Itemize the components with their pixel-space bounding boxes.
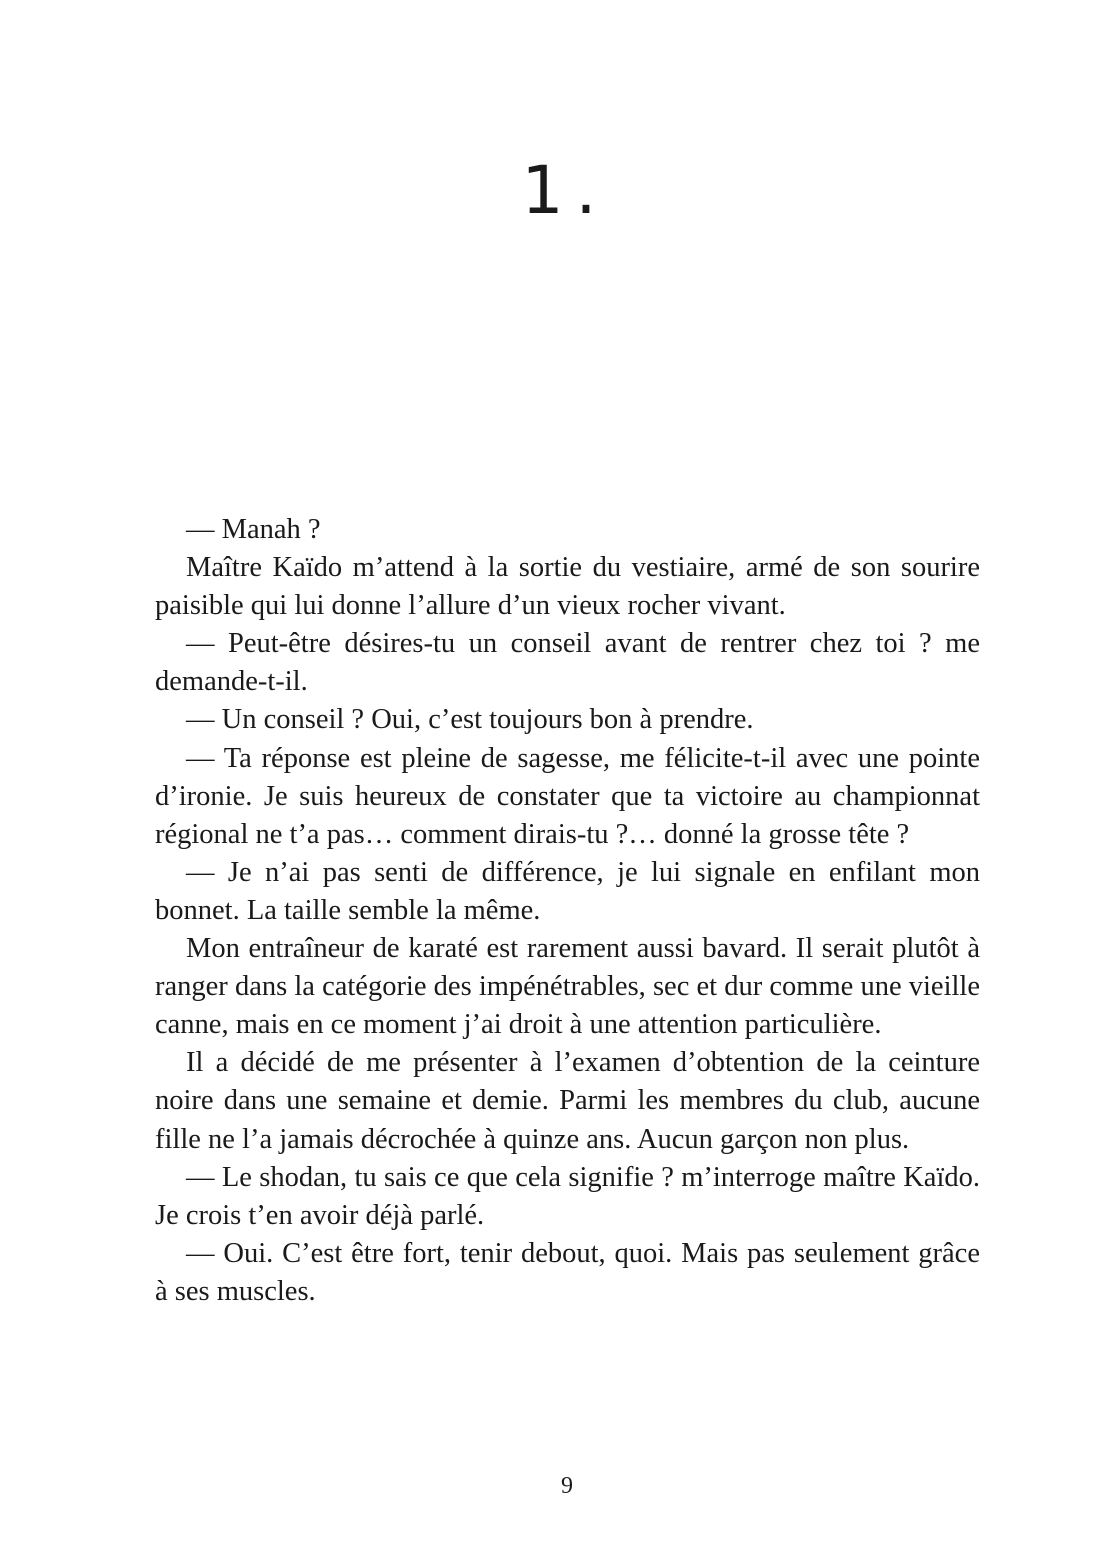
- paragraph: — Le shodan, tu sais ce que cela signifie ? m’interroge maître Kaïdo. Je crois t’en avoir déjà parlé.: [155, 1161, 980, 1231]
- page-number: 9: [561, 1473, 573, 1499]
- paragraph: Il a décidé de me présenter à l’examen d’obtention de la ceinture noire dans une semaine et demie. Parmi les membres du club, aucune fille ne l’a jamais décrochée à quinze ans. Aucun garçon non plus.: [155, 1047, 980, 1155]
- paragraph: — Manah ?: [186, 514, 321, 545]
- paragraph: — Je n’ai pas senti de différence, je lui signale en enfilant mon bonnet. La taille semble la même.: [155, 856, 980, 926]
- paragraph: Maître Kaïdo m’attend à la sortie du vestiaire, armé de son sourire paisible qui lui donne l’allure d’un vieux rocher vivant.: [155, 552, 980, 622]
- paragraph: — Un conseil ? Oui, c’est toujours bon à prendre.: [186, 704, 754, 736]
- chapter-body: [155, 511, 980, 1311]
- chapter-number: 1.: [521, 152, 609, 229]
- paragraph: Mon entraîneur de karaté est rarement aussi bavard. Il serait plutôt à ranger dans la catégorie des impénétrables, sec et dur comme une vieille canne, mais en ce moment j’ai droit à une attention particulière.: [155, 933, 980, 1041]
- paragraph: — Ta réponse est pleine de sagesse, me félicite-t-il avec une pointe d’ironie. Je suis heureux de constater que ta victoire au championnat régional ne t’a pas… comment dirais-tu ?… donné la grosse tête ?: [155, 742, 980, 850]
- paragraph: — Peut-être désires-tu un conseil avant de rentrer chez toi ? me demande-t-il.: [155, 628, 980, 698]
- paragraph: — Oui. C’est être fort, tenir debout, quoi. Mais pas seulement grâce à ses muscles.: [155, 1237, 980, 1307]
